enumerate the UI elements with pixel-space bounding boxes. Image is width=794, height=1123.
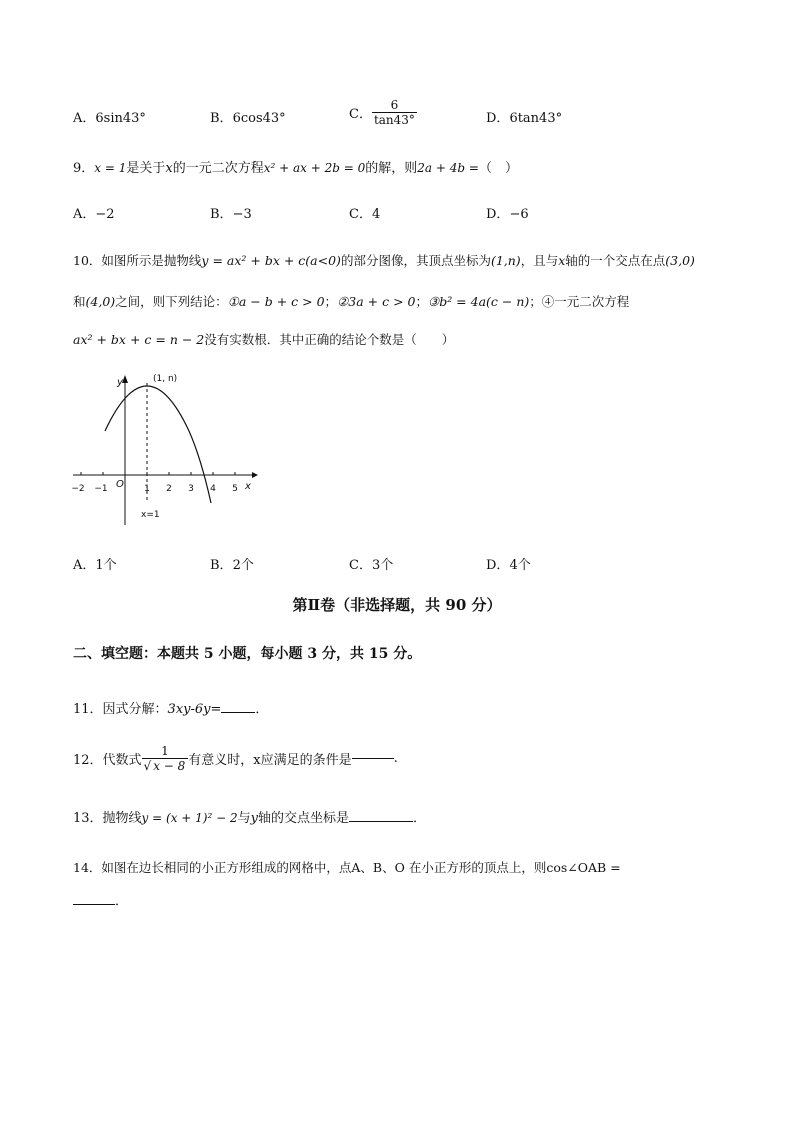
- question-text: 和: [73, 294, 86, 309]
- origin-label: O: [116, 479, 124, 490]
- q12-fraction: [142, 744, 189, 773]
- option-label: B．: [210, 558, 233, 573]
- option-label: A．: [73, 111, 96, 126]
- punctuation: .: [393, 751, 398, 766]
- math-var: x: [165, 161, 173, 176]
- tick-label: 1: [144, 484, 150, 494]
- question-text: 11．因式分解：: [73, 702, 168, 717]
- q9-option-d: [486, 203, 529, 222]
- q9-option-c: [349, 203, 380, 222]
- option-label: A．: [73, 558, 96, 573]
- q10-stem-line2: [73, 292, 629, 310]
- option-text: 4: [371, 207, 381, 222]
- math-expr: (3,0): [665, 253, 695, 268]
- math-expr: (1,n): [490, 253, 521, 268]
- conclusion-4: ④一元二次方程: [541, 294, 630, 309]
- option-text: 3个: [371, 558, 394, 573]
- part-heading: 二、填空题：本题共 5 小题，每小题 3 分，共 15 分。: [73, 646, 422, 662]
- answer-parentheses: （ ）: [478, 161, 518, 176]
- option-label: C．: [349, 107, 372, 122]
- answer-blank[interactable]: [352, 758, 394, 759]
- option-text: 6cos43°: [232, 111, 286, 126]
- math-expr: 3xy-6y=: [167, 702, 222, 717]
- q8-option-d: [486, 107, 562, 126]
- math-expr: x² + ax + 2b = 0: [263, 161, 366, 175]
- math-expr: y = (x + 1)² − 2: [141, 811, 238, 825]
- symmetry-axis-label: x=1: [141, 510, 160, 520]
- q8-option-c: [349, 98, 417, 127]
- q14-answer: [73, 890, 128, 909]
- q11: [73, 698, 268, 717]
- separator: ；: [529, 294, 542, 309]
- option-text: 2个: [232, 558, 254, 573]
- section-title: 第Ⅱ卷（非选择题，共 90 分）: [292, 596, 502, 614]
- math-expr: y = ax² + bx + c: [201, 253, 306, 268]
- question-text: 的解，则: [365, 161, 418, 176]
- option-label: D．: [486, 207, 510, 222]
- q10-option-b: [210, 554, 254, 573]
- separator: ；: [415, 294, 428, 309]
- conclusion-3: ③b² = 4a(c − n): [427, 294, 530, 309]
- math-var: y: [250, 811, 258, 826]
- question-text: 是关于: [126, 161, 166, 176]
- x-axis-label: x: [245, 481, 251, 492]
- option-text: 1个: [95, 558, 117, 573]
- question-text: 轴的交点坐标是: [257, 811, 349, 826]
- q10-stem-line3: [73, 330, 454, 348]
- q10-option-a: [73, 554, 117, 573]
- tick-label: −2: [71, 484, 85, 494]
- q9-option-a: [73, 203, 115, 222]
- question-text: ，且与: [520, 253, 559, 268]
- math-expr: ax² + bx + c = n − 2: [73, 332, 205, 347]
- tick-label: 3: [188, 484, 194, 494]
- y-axis-label: y: [117, 377, 123, 388]
- conclusion-2: ②3a + c > 0: [337, 294, 416, 309]
- math-expr: x = 1: [94, 161, 127, 175]
- math-expr: (4,0): [85, 294, 116, 309]
- q8-option-a: [73, 107, 146, 126]
- q12: [73, 744, 398, 773]
- question-number: 9．: [73, 161, 95, 176]
- q14: [73, 858, 621, 876]
- vertex-label: (1, n): [153, 374, 178, 384]
- q9-stem: [73, 157, 518, 176]
- tick-label: 2: [166, 484, 172, 494]
- separator: ；: [324, 294, 338, 309]
- q10-option-d: [486, 554, 531, 573]
- option-text: −3: [232, 207, 252, 222]
- q13: [73, 807, 426, 826]
- q10-stem-line1: [73, 251, 695, 269]
- math-expr: 2a + 4b =: [417, 161, 479, 175]
- tick-label: −1: [94, 484, 108, 494]
- question-text: 之间，则下列结论：: [115, 294, 228, 309]
- option-label: B．: [210, 111, 233, 126]
- option-fraction: [372, 98, 417, 127]
- answer-blank[interactable]: [349, 821, 413, 822]
- answer-blank[interactable]: [221, 712, 255, 713]
- question-text: 轴的一个交点在点: [565, 253, 666, 268]
- option-label: B．: [210, 207, 233, 222]
- option-text: −2: [95, 207, 115, 222]
- tick-label: 4: [210, 484, 216, 494]
- x-axis-arrow: [252, 472, 258, 478]
- option-text: −6: [509, 207, 529, 222]
- math-var: x: [558, 253, 566, 268]
- question-text: 14．如图在边长相同的小正方形组成的网格中，点A、B、O 在小正方形的顶点上，则cos∠OAB =: [73, 860, 621, 875]
- q9-option-b: [210, 203, 252, 222]
- q10-option-c: [349, 554, 393, 573]
- answer-blank[interactable]: [73, 904, 115, 905]
- tick-label: 5: [232, 484, 238, 494]
- option-text: 6tan43°: [509, 111, 563, 126]
- q8-option-b: [210, 107, 286, 126]
- option-label: D．: [486, 558, 510, 573]
- math-expr: (a<0): [305, 253, 341, 268]
- question-text: 没有实数根．其中正确的结论个数是（ ）: [204, 332, 455, 347]
- fraction-numerator: 1: [161, 744, 169, 758]
- question-text: 的一元二次方程: [172, 161, 264, 176]
- question-text: 与: [237, 811, 251, 826]
- option-label: A．: [73, 207, 96, 222]
- conclusion-1: ①a − b + c > 0: [227, 294, 325, 309]
- question-text: 10．如图所示是抛物线: [73, 253, 202, 268]
- punctuation: ．: [412, 811, 426, 826]
- fraction-denominator: tan43°: [373, 113, 415, 127]
- question-text: 有意义时，x应满足的条件是: [188, 753, 352, 768]
- option-label: D．: [486, 111, 510, 126]
- fraction-numerator: 6: [390, 98, 399, 112]
- punctuation: ．: [255, 702, 269, 717]
- option-text: 6sin43°: [95, 111, 146, 126]
- question-text: 13．抛物线: [73, 811, 142, 826]
- option-label: C．: [349, 207, 372, 222]
- question-text: 的部分图像，其顶点坐标为: [340, 253, 491, 268]
- radicand: x − 8: [153, 759, 186, 773]
- fraction-denominator: √ x − 8: [142, 758, 189, 773]
- parabola-graph: [65, 365, 265, 530]
- option-text: 4个: [509, 558, 531, 573]
- option-label: C．: [349, 558, 372, 573]
- punctuation: ．: [115, 894, 129, 909]
- question-text: 12．代数式: [73, 753, 142, 768]
